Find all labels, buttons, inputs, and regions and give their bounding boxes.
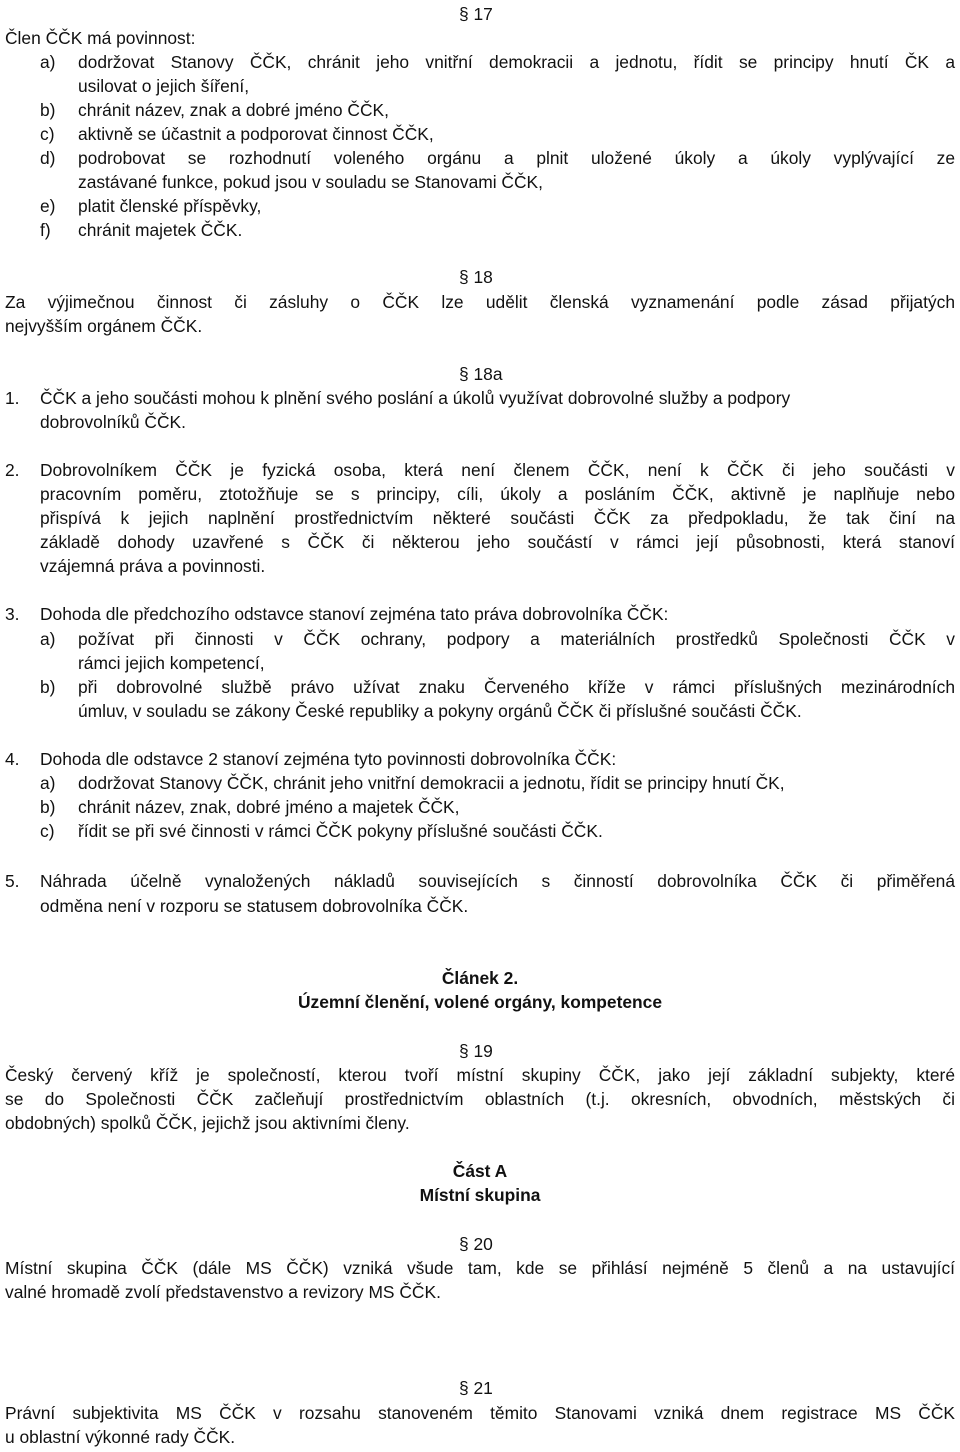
section-18-line-2: nejvyšším orgánem ČČK. [5, 316, 203, 336]
part-title: Část A [452, 1161, 508, 1181]
paragraph-5: 5. Náhrada účelně vynaložených nákladů souvisejících s činností dobrovolníka ČČK či přiměřená [5, 871, 955, 891]
list-item-d-cont: zastávané funkce, pokud jsou v souladu se Stanovami ČČK, [78, 172, 543, 192]
section-21-line-1: Právní subjektivita MS ČČK v rozsahu stanoveném těmito Stanovami vzniká dnem registrace MS ČČK [5, 1403, 955, 1423]
list-item-e: e) platit členské příspěvky, [40, 196, 262, 216]
section-20-header: § 20 [459, 1234, 493, 1254]
section-19-line-1: Český červený kříž je společností, kterou tvoří místní skupiny ČČK, jako její základní subjekty, které [5, 1065, 955, 1085]
paragraph-5-cont: odměna není v rozporu se statusem dobrovolníka ČČK. [40, 896, 469, 916]
list-item-c: c) aktivně se účastnit a podporovat činnost ČČK, [40, 124, 434, 144]
paragraph-3-item-a: a) požívat při činnosti v ČČK ochrany, podpory a materiálních prostředků Společnosti ČČK v [40, 629, 955, 649]
section-18-line-1: Za výjimečnou činnost či zásluhy o ČČK lze udělit členská vyznamenání podle zásad přijatých [5, 292, 955, 312]
section-20-line-2: valné hromadě zvolí představenstvo a revizory MS ČČK. [5, 1282, 441, 1302]
list-item-f: f) chránit majetek ČČK. [40, 220, 243, 240]
section-18a-header: § 18a [459, 364, 503, 384]
paragraph-4-item-c: c) řídit se při své činnosti v rámci ČČK pokyny příslušné součásti ČČK. [40, 821, 603, 841]
section-20-line-1: Místní skupina ČČK (dále MS ČČK) vzniká všude tam, kde se přihlásí nejméně 5 členů a na ustavující [5, 1258, 955, 1278]
paragraph-2-line-4: základě dohody uzavřené s ČČK či některou jeho součástí v rámci její působnosti, která stanoví [40, 532, 955, 552]
paragraph-4-item-a: a) dodržovat Stanovy ČČK, chránit jeho vnitřní demokracii a jednotu, řídit se principy hnutí ČK, [40, 773, 785, 793]
list-item-a: a) dodržovat Stanovy ČČK, chránit jeho vnitřní demokracii a jednotu, řídit se principy hnutí ČK a [40, 52, 955, 72]
part-subtitle: Místní skupina [419, 1185, 541, 1205]
section-19-line-3: obdobných) spolků ČČK, jejichž jsou aktivními členy. [5, 1113, 410, 1133]
section-17-intro: Člen ČČK má povinnost: [5, 28, 196, 48]
section-19-line-2: se do Společnosti ČČK začleňují prostřednictvím oblastních (t.j. okresních, obvodních, městských či [5, 1089, 955, 1109]
paragraph-2: 2. Dobrovolníkem ČČK je fyzická osoba, která není členem ČČK, není k ČČK či jeho součásti v [5, 460, 955, 480]
paragraph-3: 3. Dohoda dle předchozího odstavce stanoví zejména tato práva dobrovolníka ČČK: [5, 604, 669, 624]
article-title: Článek 2. [441, 968, 519, 988]
section-17-header: § 17 [459, 4, 493, 24]
section-19-header: § 19 [459, 1041, 493, 1061]
paragraph-2-line-2: pracovním poměru, ztotožňuje se s principy, cíli, úkoly a posláním ČČK, aktivně je naplňuje nebo [40, 484, 955, 504]
paragraph-4: 4. Dohoda dle odstavce 2 stanoví zejména tyto povinnosti dobrovolníka ČČK: [5, 749, 617, 769]
paragraph-1: 1. ČČK a jeho součásti mohou k plnění svého poslání a úkolů využívat dobrovolné služby a podpory [5, 388, 791, 408]
section-21-line-2: u oblastní výkonné rady ČČK. [5, 1427, 236, 1447]
paragraph-3-item-b-cont: úmluv, v souladu se zákony České republiky a pokyny orgánů ČČK či příslušné součásti ČČK. [78, 701, 802, 721]
article-subtitle: Územní členění, volené orgány, kompetence [297, 992, 663, 1012]
paragraph-3-item-a-cont: rámci jejich kompetencí, [78, 653, 265, 673]
paragraph-2-line-3: přispívá k jejich naplnění prostřednictvím některé součásti ČČK za předpokladu, že tak činí na [40, 508, 955, 528]
list-item-a-cont: usilovat o jejich šíření, [78, 76, 250, 96]
list-item-d: d) podrobovat se rozhodnutí voleného orgánu a plnit uložené úkoly a úkoly vyplývající ze [40, 148, 955, 168]
list-item-b: b) chránit název, znak a dobré jméno ČČK, [40, 100, 389, 120]
paragraph-3-item-b: b) při dobrovolné službě právo užívat znaku Červeného kříže v rámci příslušných mezinárodních [40, 677, 955, 697]
paragraph-4-item-b: b) chránit název, znak, dobré jméno a majetek ČČK, [40, 797, 460, 817]
paragraph-1-cont: dobrovolníků ČČK. [40, 412, 186, 432]
section-21-header: § 21 [459, 1378, 493, 1398]
section-18-header: § 18 [459, 267, 493, 287]
paragraph-2-line-5: vzájemná práva a povinnosti. [40, 556, 266, 576]
